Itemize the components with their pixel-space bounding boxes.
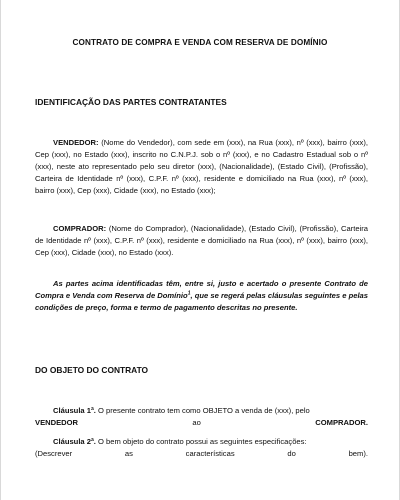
agreement-text-end: , que se regerá pelas cláusulas seguintes e pelas condições de preço, forma e termo de pagamento descritas no presente. [35, 291, 369, 313]
clause-2 [35, 436, 368, 460]
seller-paragraph [35, 137, 368, 197]
parties-heading: IDENTIFICAÇÃO DAS PARTES CONTRATANTES [35, 97, 227, 107]
footnote-marker: 1 [187, 290, 191, 297]
clause-2-word: bem). [348, 449, 368, 459]
object-heading: DO OBJETO DO CONTRATO [35, 365, 149, 375]
clause-1-buyer: COMPRADOR. [315, 418, 368, 428]
clause-1-label: Cláusula 1ª. [53, 406, 96, 415]
clause-2-word: características [185, 449, 235, 459]
agreement-text-start: As partes acima identificadas têm, entre si, justo e acertado o presente Contrato de Compra e Venda com Reserva de Domínio [35, 279, 368, 301]
buyer-paragraph [35, 223, 368, 259]
clause-2-label: Cláusula 2ª. [53, 437, 96, 446]
buyer-label: COMPRADOR: [53, 224, 107, 233]
clause-2-word: do [287, 449, 296, 459]
clause-2-line2 [35, 448, 368, 460]
clause-2-line1: O bem objeto do contrato possui as seguintes especificações: [98, 437, 307, 446]
document-title: CONTRATO DE COMPRA E VENDA COM RESERVA DE DOMÍNIO [72, 38, 328, 47]
clause-2-word: as [124, 449, 133, 459]
seller-text: (Nome do Vendedor), com sede em (xxx), na Rua (xxx), nº (xxx), bairro (xxx), Cep (xxx), no Estado (xxx), inscrito no C.N.P.J. sob o nº (xxx), e no Cadastro Estadual sob o nº (xxx), neste ato representado pelo seu diretor (xxx), (Nacionalidade), (Estado Civil), (Profissão), Carteira de Identidade nº (xxx), C.P.F. nº (xxx), residente e domiciliado na Rua (xxx), nº (xxx), bairro (xxx), Cep (xxx), Cidade (xxx), no Estado (xxx); [35, 138, 368, 196]
clause-2-word: (Descrever [35, 449, 73, 459]
seller-label: VENDEDOR: [53, 138, 99, 147]
buyer-text: (Nome do Comprador), (Nacionalidade), (Estado Civil), (Profissão), Carteira de Identidade nº (xxx), C.P.F. nº (xxx), residente e domiciliado na Rua (xxx), nº (xxx), bairro (xxx), Cep (xxx), Cidade (xxx), no Estado (xxx). [35, 224, 368, 258]
clause-1-line2 [35, 417, 368, 429]
clause-1 [35, 405, 368, 429]
agreement-paragraph [35, 278, 368, 314]
clause-1-connector: ao [192, 418, 201, 428]
clause-1-seller: VENDEDOR [35, 418, 79, 428]
clause-1-line1: O presente contrato tem como OBJETO a venda de (xxx), pelo [98, 406, 310, 415]
